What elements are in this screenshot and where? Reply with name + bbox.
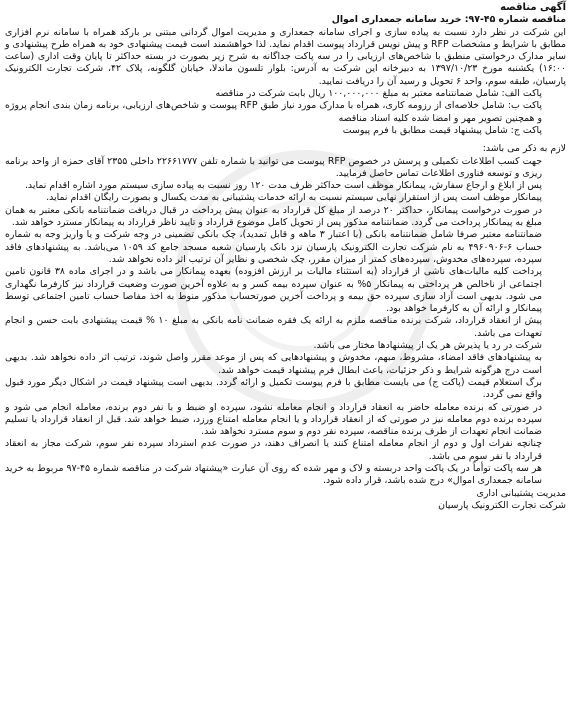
notes-heading: لازم به ذکر می باشد:: [482, 143, 566, 155]
note-item: پیمانکار موظف است پس از استقرار نهایی سیستم نسبت به ارائه خدمات پشتیبانی به مدت یکسال و بصورت رایگان اقدام نماید.: [46, 192, 542, 204]
note-item: پس از ابلاغ و ارجاع سفارش، پیمانکار موظف است حداکثر ظرف مدت ۱۲۰ روز نسبت به پیاده سازی سیستم مورد اشاره اقدام نماید.: [24, 180, 542, 192]
note-item: شرکت در رد یا پذیرش هر یک از پیشنهادها مختار می باشد.: [313, 340, 542, 352]
footer-company: شرکت تجارت الکترونیک پارسیان: [438, 499, 566, 511]
note-item: به پیشنهادهای فاقد امضاء، مشروط، مبهم، مخدوش و پیشنهادهایی که پس از موعد مقرر واصل شوند، ترتیب اثر داده نخواهد شد. بدیهی است درج هرگونه شرایط و ذکر جزئیات، باعث ابطال فرم پیشنهاد قیمت خواهد شد.: [5, 352, 542, 376]
footer-department: مدیریت پشتیبانی اداری: [476, 487, 566, 499]
notice-subtitle: مناقصه شماره ۴۵-۹۷: خرید سامانه جمعداری اموال: [331, 14, 566, 26]
tender-notice: [5, 2, 566, 512]
package-a: پاکت الف: شامل ضمانتنامه معتبر به مبلغ ۱۰۰,۰۰۰,۰۰۰ ریال بابت شرکت در مناقصه: [215, 88, 542, 100]
note-item: در صورتی که برنده معامله حاضر به انعقاد قرارداد و انجام معامله نشود، سپرده او ضبط و با نفر دوم برنده، معامله انجام می شود و سپرده برنده دوم معامله نیز در صورتی که از انعقاد قرارداد و یا انجام معامله امتناع ورزد، ضبط خواهد شد. قبل از انعقاد قرارداد یا تسلیم ضمانت انجام تعهدات از طرف برنده مناقصه، سپرده نفر دوم و سوم مسترد نخواهد شد.: [5, 401, 542, 438]
note-item: پیش از انعقاد قرارداد، شرکت برنده مناقصه ملزم به ارائه یک فقره ضمانت نامه بانکی به مبلغ ۱۰ % قیمت پیشنهادی بابت حسن و انجام تعهدات می باشد.: [5, 315, 543, 339]
package-b: پاکت ب: شامل خلاصه‌ای از رزومه کاری، همراه با مدارک مورد نیاز طبق RFP پیوست و شاخص‌های ارزیابی، برنامه زمان بندی انجام پروژه و همچنین تصویر مهر و امضا شده کلیه اسناد مناقصه: [5, 100, 542, 124]
note-item: ضمانتنامه معتبر صرفا شامل ضمانتنامه بانکی (با اعتبار ۳ ماهه و قابل تمدید)، چک بانکی تضمینی در وجه شرکت و یا واریز وجه به شماره حساب ۶-۴۹۶۰۹۰۶ به نام شرکت تجارت الکترونیک پارسیان نزد بانک پارسیان شعبه مسجد جامع کد ۱۰۵۹ می‌باشد. به پیشنهادهای فاقد سپرده، سپرده‌های مخدوش، سپرده‌های کمتر از میزان مقرر، چک شخصی و نظایر آن ترتیب اثر داده نخواهد شد.: [5, 229, 542, 265]
package-c: پاکت ج: شامل پیشنهاد قیمت مطابق با فرم پیوست: [342, 124, 542, 136]
note-item: هر سه پاکت توأماً در یک پاکت واحد دربسته و لاک و مهر شده که روی آن عبارت «پیشنهاد شرکت در مناقصه شماره ۴۵-۹۷ مربوط به خرید سامانه جمعداری اموال» درج شده باشد، قرار داده شود.: [5, 462, 542, 487]
note-item: پرداخت کلیه مالیات‌های ناشی از قرارداد (به استثناء مالیات بر ارزش افزوده) بعهده پیمانکار می باشد و در اجرای ماده ۳۸ قانون تامین اجتماعی از ناخالص هر پرداختی به پیمانکار ۵% به عنوان سپرده بیمه کسر و به علاوه آخرین صورت وضعیت قرارداد نیز کارفرما نگهداری می شود. بدیهی است آزاد سازی سپرده حق بیمه و پرداخت آخرین صورتحساب مذکور منوط به اخذ مفاصا حساب تامین اجتماعی توسط پیمانکار و ارائه آن به کارفرما خواهد بود.: [5, 266, 542, 315]
note-item: در صورت درخواست پیمانکار، حداکثر ۲۰ درصد از مبلغ کل قرارداد به عنوان پیش پرداخت در قبال دریافت ضمانتنامه بانکی معتبر به همان مبلغ به پیمانکار پرداخت می گردد. ضمانتنامه مذکور پس از تحویل کامل موضوع قرارداد و تایید ناظر قرارداد به پیمانکار مسترد خواهد شد.: [5, 204, 543, 229]
notice-intro: این شرکت در نظر دارد نسبت به پیاده سازی و اجرای سامانه جمعداری و مدیریت اموال گردانی مبتنی بر بارکد همراه با سامانه نرم افزاری مطابق با شرایط و مشخصات RFP و پیش نویس قرارداد پیوست اقدام نماید. لذا خواهشمند است قیمت پیشنهادی خود به همراه طرح پیشنهادی و سایر مدارک درخواستی منطبق با شاخص‌های ارزیابی را در سه پاکت جداگانه به شرح زیر بصورت در بسته حداکثر تا پایان وقت اداری (ساعت ۱۶:۰۰) یکشنبه مورخ ۱۳۹۷/۱۰/۲۳ به دبیرخانه این شرکت به آدرس: بلوار تلسون ماندلا، خیابان گلگونه، پلاک ۴۲، شرکت تجارت الکترونیک پارسیان، طبقه سوم، واحد ۶ تحویل و رسید آن را دریافت نمایید.: [5, 26, 567, 87]
note-item: برگ استعلام قیمت (پاکت ج) می بایست مطابق با فرم پیوست تکمیل و ارائه گردد. بدیهی است پیشنهاد قیمت در اشکال دیگر مورد قبول واقع نمی گردد.: [5, 376, 542, 401]
note-item: چنانچه نفرات اول و دوم از انجام معامله امتناع کنند یا انصراف دهند، در صورت عدم استرداد سپرده نفر سوم، شرکت مجاز به انعقاد قرارداد با نفر سوم می باشد.: [5, 438, 542, 462]
note-item: جهت کسب اطلاعات تکمیلی و پرسش در خصوص RFP پیوست می توانید با شماره تلفن ۲۲۶۶۱۷۷۷ داخلی ۲۳۵۵ آقای حمزه از واحد برنامه ریزی و توسعه فناوری اطلاعات تماس حاصل فرمایید.: [5, 155, 542, 179]
notice-title: آگهی مناقصه: [500, 2, 566, 13]
